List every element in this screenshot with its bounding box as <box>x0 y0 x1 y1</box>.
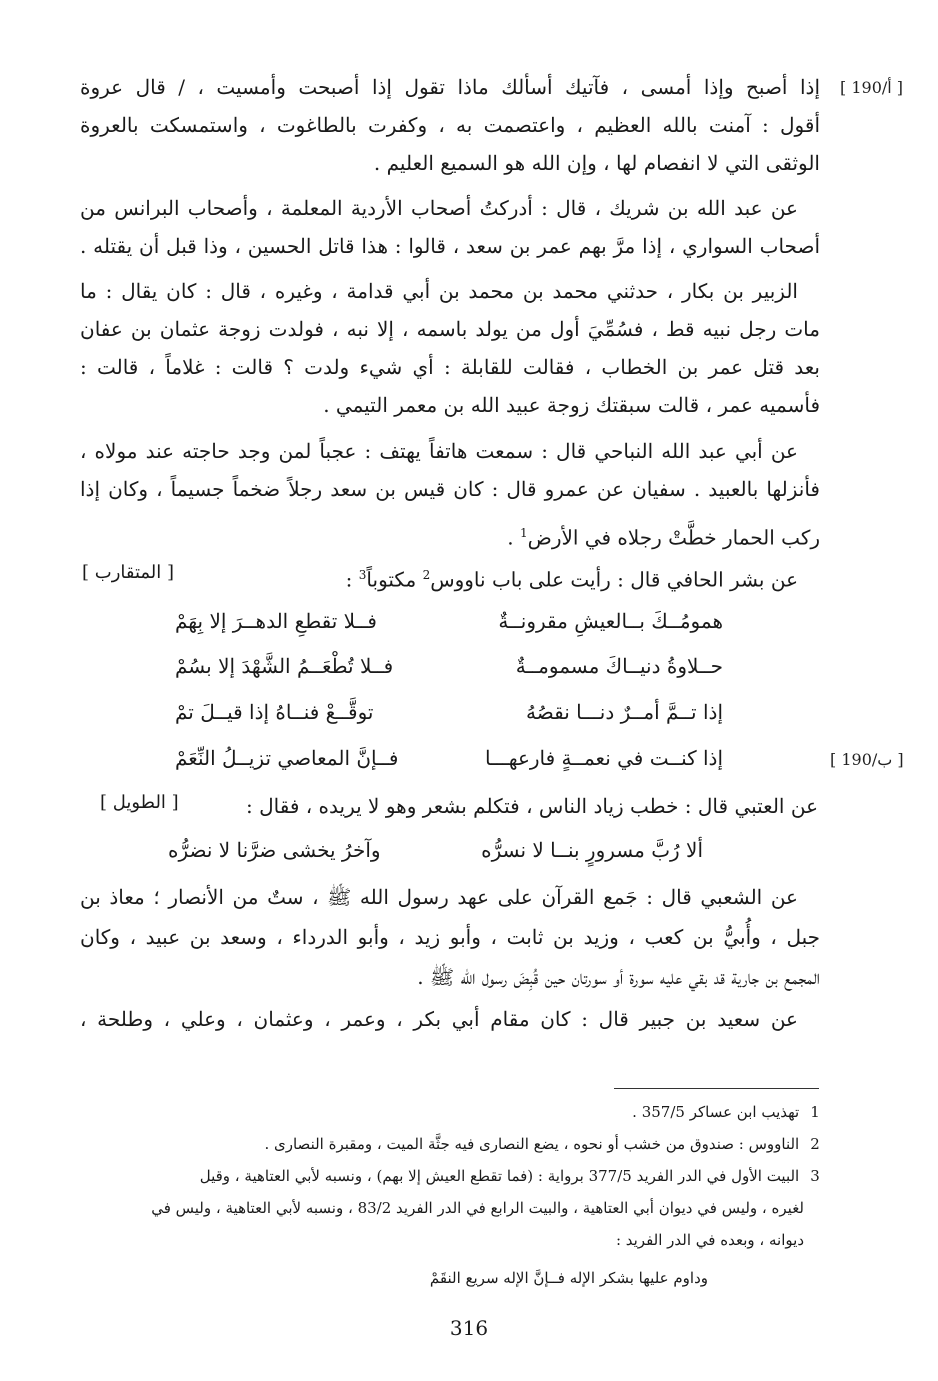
poem1-verse-1-left: فــلا تقطعِ الدهــرَ إلا بِهَمْ <box>175 609 377 633</box>
poem1-verse-1-right: همومُــكَ بــالعيشِ مقرونــةٌ <box>498 609 723 633</box>
body-line-6: الزبير بن بكار ، حدثني محمد بن محمد بن أبي قدامة ، وغيره ، قال : كان يقال : ما <box>80 279 798 303</box>
body2-line-4: عن سعيد بن جبير قال : كان مقام أبي بكر ، وعمر ، وعثمان ، وعلي ، وطلحة ، <box>80 1007 798 1031</box>
body-line-after-poem: عن العتبي قال : خطب زياد الناس ، فتكلم بشعر وهو لا يريده ، فقال : <box>245 794 818 818</box>
footnote-separator <box>614 1088 819 1089</box>
body-line-11: فأنزلها بالعبيد . سفيان عن عمرو قال : كان قيس بن سعد رجلاً ضخماً جسيماً ، وكان إذا <box>80 477 820 501</box>
body-line-9: فأسميه عمر ، قالت سبقتك زوجة عبيد الله بن معمر التيمي . <box>323 393 820 417</box>
footnote-3-line-3 <box>616 1228 804 1253</box>
body-line-12: ركب الحمار خطَّتْ رجلاه في الأرض$^1$ . <box>507 525 820 550</box>
footnote-2-text: الناووس : صندوق من خشب أو نحوه ، يضع النصارى فيه جثَّة الميت ، ومقبرة النصارى . <box>264 1135 800 1153</box>
meter-label-mutaqarib: [ المتقارب ] <box>82 562 175 583</box>
footnote-3-verse-text: وداوم عليها بشكر الإله فــإنَّ الإله سريع النقَمْ <box>429 1269 708 1287</box>
footnote-2-number: 2 <box>810 1135 820 1153</box>
meter-label-tawil: [ الطويل ] <box>100 792 179 813</box>
footnote-ref-1: 1 <box>520 526 528 540</box>
poem1-verse-4-right: إذا كنــت في نعمــةٍ فارعهـــا <box>485 746 723 770</box>
margin-marker-middle: [ 190/ب ] <box>830 750 904 769</box>
poem1-verse-2-left: فــلا تُطْعَــمُ الشَّهْدَ إلا بسُمْ <box>175 654 394 678</box>
body-line-13: عن بشر الحافي قال : رأيت على باب ناووس$^2$ مكتوباً$^3$ : <box>345 567 798 592</box>
footnote-3-line-2-text: لغيره ، وليس في ديوان أبي العتاهية ، والبيت الرابع في الدر الفريد 83/2 ، ونسبه لأبي العتاهية ، وليس في <box>151 1199 804 1217</box>
footnote-3-line-2 <box>151 1196 804 1221</box>
body-line-10: عن أبي عبد الله النباحي قال : سمعت هاتفاً يهتف : عجباً لمن وجد حاجته عند مولاه ، <box>80 439 798 463</box>
body-line-7: مات رجل نبيه قط ، فسُمِّيَ أول من يولد باسمه ، إلا نبه ، فولدت زوجة عثمان بن عفان <box>80 317 820 341</box>
footnote-3-text: البيت الأول في الدر الفريد 377/5 برواية : (فما تقطع العيش إلا بهم) ، ونسبه لأبي العتاهية ، وقيل <box>199 1167 800 1185</box>
body-line-4: عن عبد الله بن شريك ، قال : أدركتُ أصحاب الأردية المعلمة ، وأصحاب البرانس من <box>80 196 798 220</box>
body-line-1: إذا أصبح وإذا أمسى ، فآتيك أسألك ماذا تقول إذا أصبحت وأمسيت ، / قال عروة <box>80 75 820 99</box>
poem1-verse-3-left: توقَّــعْ فنــاهُ إذا قيــلَ تمْ <box>175 700 374 724</box>
footnote-ref-3: 3 <box>358 568 367 582</box>
margin-marker-top: [ 190/أ ] <box>840 78 904 97</box>
poem1-verse-2-right: حــلاوةُ دنيــاكَ مسمومــةٌ <box>515 654 723 678</box>
body-line-5: أصحاب السواري ، إذا مرَّ بهم عمر بن سعد ، قالوا : هذا قاتل الحسين ، وذا قبل أن يقتله . <box>80 234 820 258</box>
body-line-13-tail: مكتوباً <box>366 567 417 592</box>
footnote-1-number: 1 <box>810 1103 820 1121</box>
body2-line-1: عن الشعبي قال : جَمع القرآن على عهد رسول الله ﷺ ، ستٌ من الأنصار ؛ معاذ بن <box>80 885 798 909</box>
footnote-3 <box>200 1164 826 1189</box>
footnote-1-text: تهذيب ابن عساكر 357/5 . <box>632 1103 800 1121</box>
body-line-2: أقول : آمنت بالله العظيم ، واعتصمت به ، وكفرت بالطاغوت ، واستمسكت بالعروة <box>80 113 820 137</box>
footnote-3-verse <box>430 1266 708 1291</box>
footnote-3-number: 3 <box>810 1167 820 1185</box>
body2-line-2: جبل ، وأُبيُّ بن كعب ، وزيد بن ثابت ، وأبو زيد ، وأبو الدرداء ، وسعد بن عبيد ، وكان <box>80 925 820 949</box>
body-line-12-text: ركب الحمار خطَّتْ رجلاه في الأرض <box>527 525 820 550</box>
body2-line-3: المجمع بن جارية قد بقي عليه سورة أو سورتان حين قُبِضَ رسول الله ﷺ . <box>417 965 820 989</box>
page-number: 316 <box>449 1316 489 1340</box>
body-line-3: الوثقى التي لا انفصام لها ، وإن الله هو السميع العليم . <box>373 151 820 175</box>
body-line-8: بعد قتل عمر بن الخطاب ، فقالت للقابلة : أي شيء ولدت ؟ قالت : غلاماً ، قالت : <box>80 355 820 379</box>
footnote-3-line-3-text: ديوانه ، وبعده في الدر الفريد : <box>615 1231 804 1249</box>
poem2-verse-left: وآخرُ يخشى ضرَّنا لا نضرُّه <box>168 838 381 862</box>
poem1-verse-3-right: إذا تــمَّ أمــرٌ دنـــا نقصُهُ <box>526 700 723 724</box>
footnote-ref-2: 2 <box>422 568 431 582</box>
footnote-1 <box>632 1100 826 1125</box>
body-line-13-text: عن بشر الحافي قال : رأيت على باب ناووس <box>430 567 798 592</box>
poem1-verse-4-left: فــإنَّ المعاصي تزيــلُ النِّعَمْ <box>175 746 399 770</box>
poem2-verse-right: ألا رُبَّ مسرورٍ بنــا لا نسرُّه <box>481 838 703 862</box>
footnote-2 <box>264 1132 826 1157</box>
